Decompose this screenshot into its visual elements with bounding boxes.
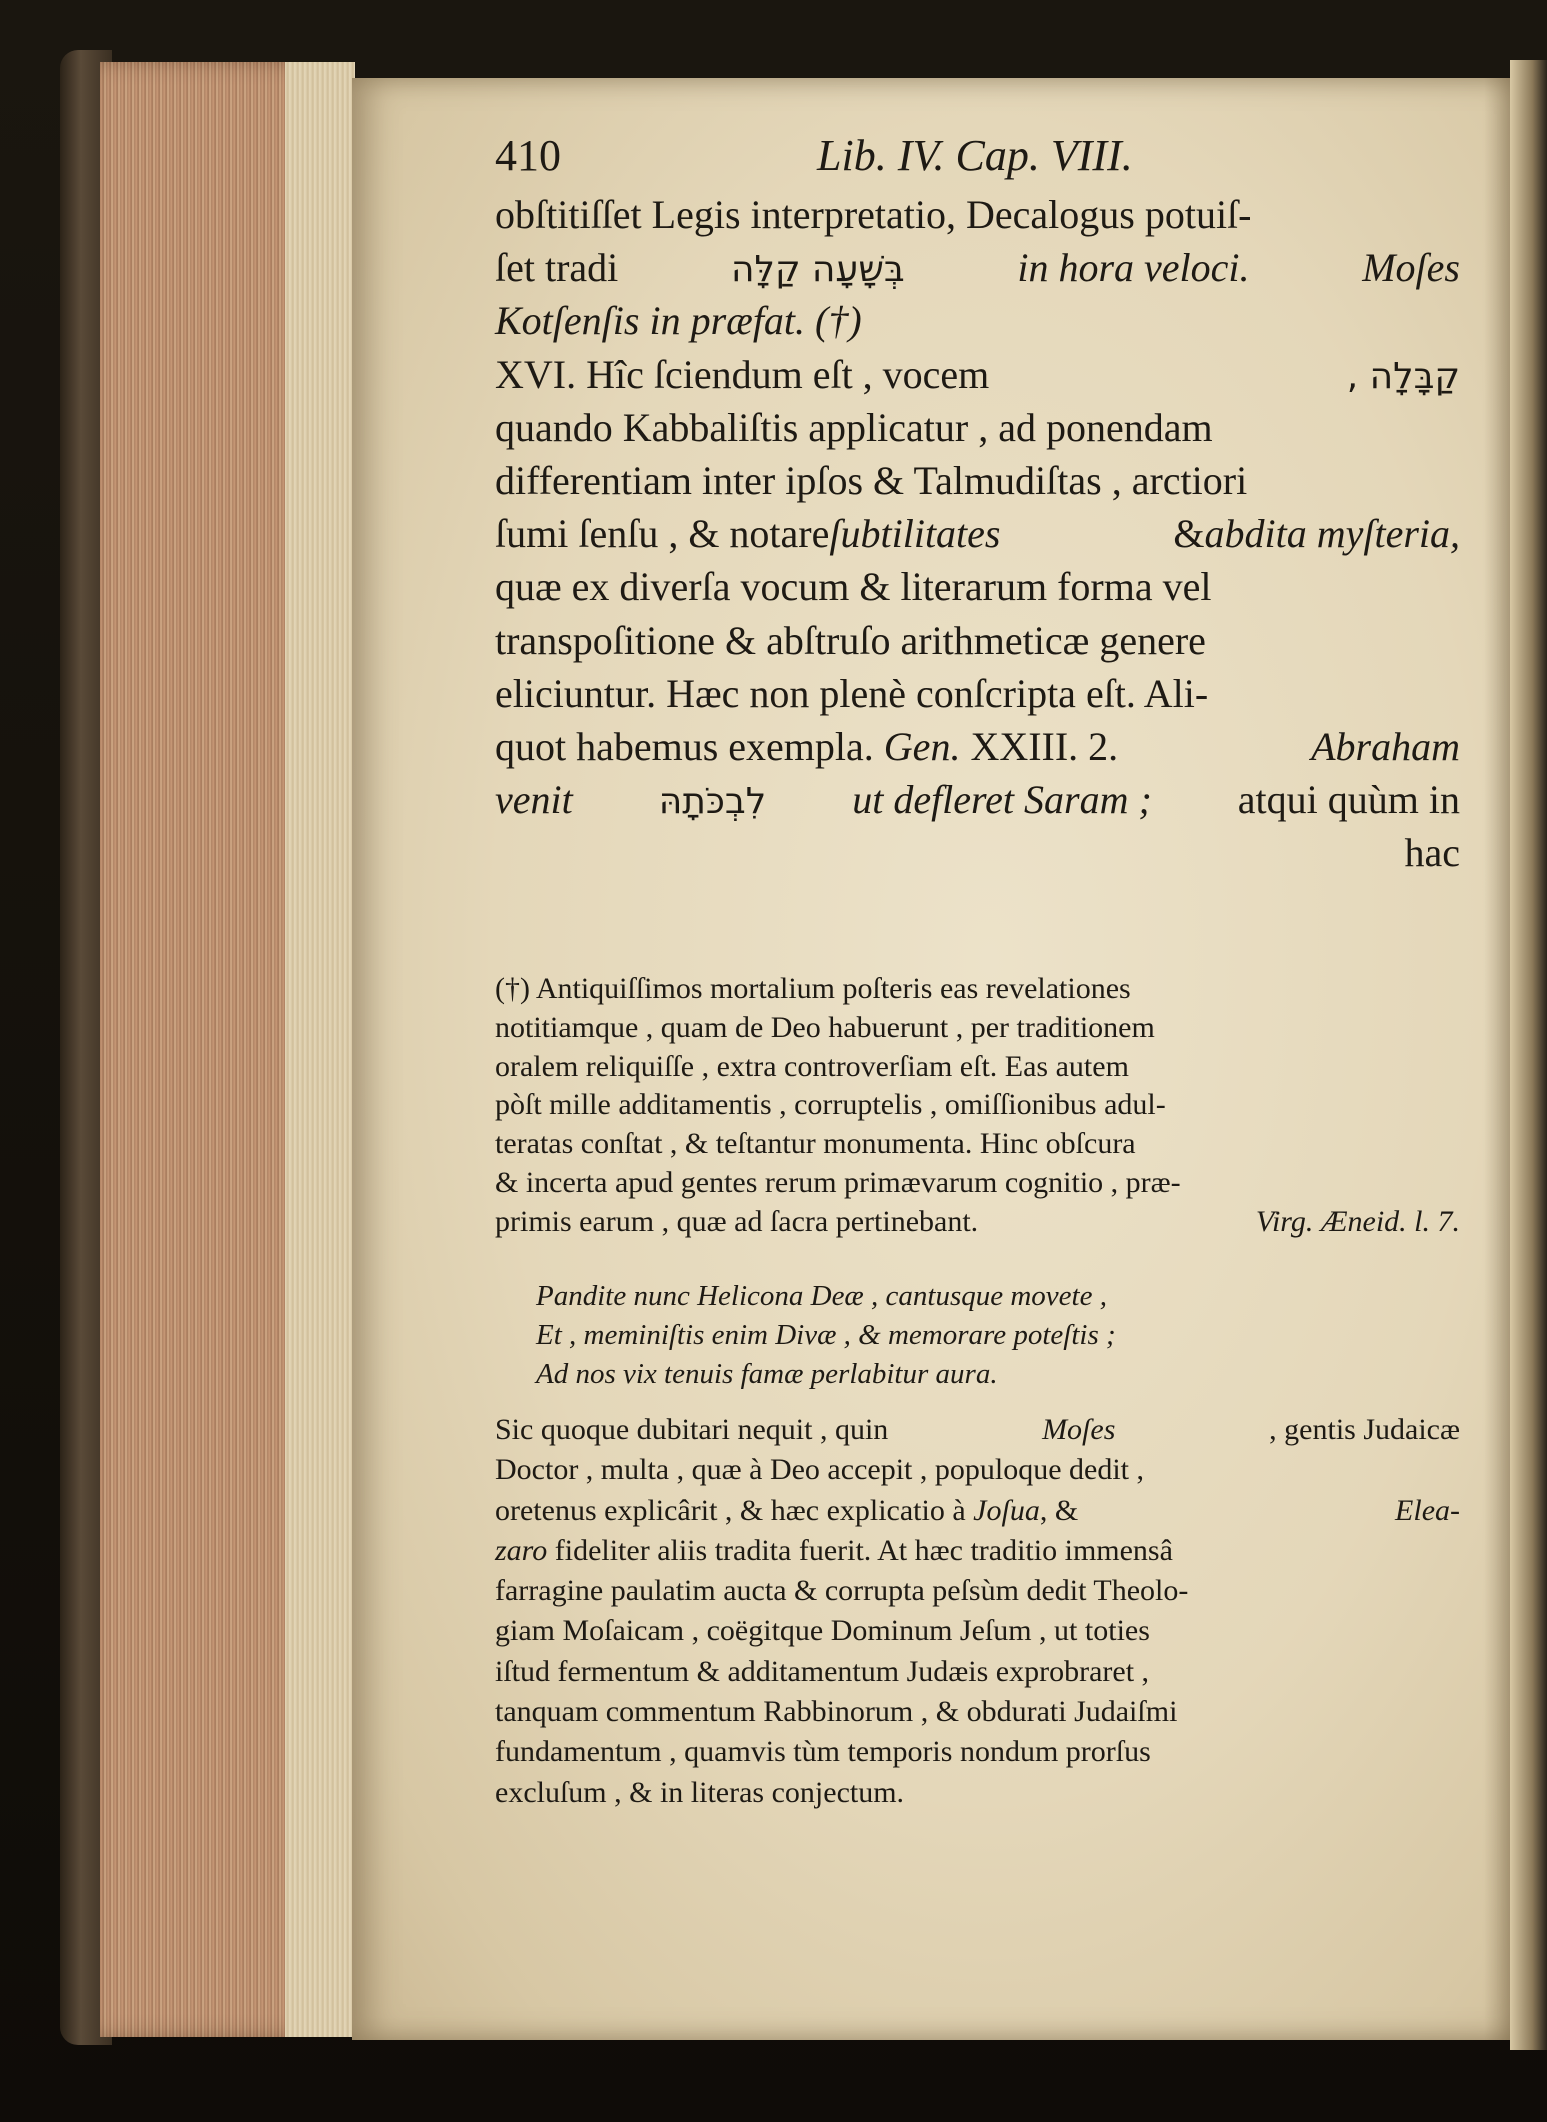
footnote bbox=[495, 970, 1460, 1242]
verse-line: Ad nos vix tenuis famæ perlabitur aura. bbox=[536, 1358, 998, 1390]
footnote-line: primis earum , quæ ad ſacra pertinebant. Virg. Æneid. l. 7. bbox=[495, 1203, 1460, 1242]
text-line: Kotſenſis in præfat. (†) bbox=[495, 298, 862, 344]
text-line: obſtitiſſet Legis interpretatio, Decalogus potuiſ- bbox=[495, 192, 1252, 237]
footnote-line: Doctor , multa , quæ à Deo accepit , populoque dedit , bbox=[495, 1453, 1144, 1487]
footnote-reference: Virg. Æneid. l. 7. bbox=[1255, 1204, 1460, 1238]
footnote-line: teratas conſtat , & teſtantur monumenta. Hinc obſcura bbox=[495, 1127, 1136, 1161]
main-text bbox=[495, 188, 1460, 879]
footnote-continuation bbox=[495, 1410, 1460, 1813]
verse-quotation bbox=[536, 1277, 1116, 1394]
page-number: 410 bbox=[495, 131, 561, 180]
hebrew-phrase: בְּשָׁעָה קַלָּה bbox=[730, 249, 905, 291]
text-line: transpoſitione & abſtruſo arithmeticæ genere bbox=[495, 617, 1206, 663]
running-header bbox=[495, 132, 1445, 180]
text-line: differentiam inter ipſos & Talmudiſtas , arctiori bbox=[495, 457, 1248, 503]
text-line: venit לִבְכֹּתָהּ ut defleret Saram ; atqui quùm in bbox=[495, 773, 1460, 826]
verse-line: Pandite nunc Helicona Deæ , cantusque movete , bbox=[536, 1280, 1107, 1312]
footnote-line: zaro fideliter aliis tradita fuerit. At hæc traditio immensâ bbox=[495, 1533, 1173, 1567]
facing-page-edge bbox=[1510, 60, 1547, 2050]
running-head: Lib. IV. Cap. VIII. bbox=[817, 131, 1133, 180]
hebrew-word: קַבָּלָה , bbox=[1346, 355, 1460, 397]
text-line: ſet tradi בְּשָׁעָה קַלָּה in hora veloci. Moſes bbox=[495, 241, 1460, 294]
verse-line: Et , meminiſtis enim Divæ , & memorare poteſtis ; bbox=[536, 1319, 1116, 1351]
footnote-line: farragine paulatim aucta & corrupta peſsùm dedit Theolo- bbox=[495, 1574, 1189, 1608]
text-line: XVI. Hîc ſciendum eſt , vocem קַבָּלָה , bbox=[495, 348, 1460, 401]
footnote-line: tanquam commentum Rabbinorum , & obdurati Judaiſmi bbox=[495, 1695, 1178, 1729]
footnote-line: excluſum , & in literas conjectum. bbox=[495, 1775, 905, 1809]
footnote-line: & incerta apud gentes rerum primævarum cognitio , præ- bbox=[495, 1165, 1181, 1199]
footnote-line: (†) Antiquiſſimos mortalium poſteris eas revelationes bbox=[495, 972, 1131, 1005]
footnote-line: oralem reliquiſſe , extra controverſiam eſt. Eas autem bbox=[495, 1049, 1129, 1083]
text-line: quæ ex diverſa vocum & literarum forma vel bbox=[495, 564, 1212, 610]
footnote-line: pòſt mille additamentis , corruptelis , omiſſionibus adul- bbox=[495, 1088, 1166, 1122]
footnote-line: notitiamque , quam de Deo habuerunt , per traditionem bbox=[495, 1010, 1155, 1044]
text-line: ſumi ſenſu , & notareſubtilitates &abdita myſteria, bbox=[495, 511, 1460, 557]
text-line: quot habemus exempla. Gen. XXIII. 2. Abraham bbox=[495, 723, 1460, 769]
footnote-line: fundamentum , quamvis tùm temporis nondum prorſus bbox=[495, 1735, 1151, 1769]
text-line: eliciuntur. Hæc non plenè conſcripta eſt. Ali- bbox=[495, 670, 1209, 716]
footnote-line: oretenus explicârit , & hæc explicatio à Joſua, & Elea- bbox=[495, 1493, 1460, 1527]
footnote-line: giam Moſaicam , coëgitque Dominum Jeſum , ut toties bbox=[495, 1614, 1150, 1648]
footnote-line: iſtud fermentum & additamentum Judæis exprobraret , bbox=[495, 1654, 1150, 1688]
text-line: quando Kabbaliſtis applicatur , ad ponendam bbox=[495, 404, 1213, 450]
catchword: hac bbox=[1404, 830, 1460, 876]
hebrew-word: לִבְכֹּתָהּ bbox=[658, 781, 767, 823]
footnote-line: Sic quoque dubitari nequit , quin Moſes , gentis Judaicæ bbox=[495, 1413, 1460, 1446]
page-edges bbox=[100, 62, 355, 2037]
